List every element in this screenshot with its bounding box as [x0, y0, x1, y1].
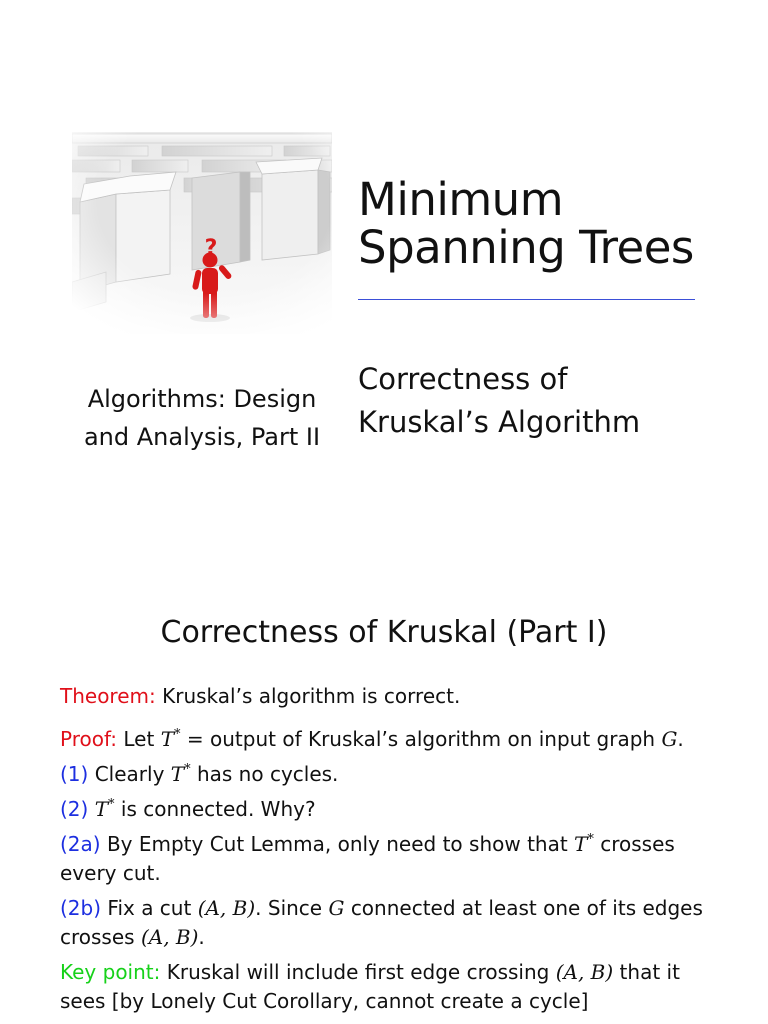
key-point-label: Key point: — [60, 960, 161, 984]
proof-text: = output of Kruskal’s algorithm on input graph — [186, 727, 656, 751]
cut-symbol: (A, B) — [555, 960, 614, 984]
step-2b-post: connected at least one of its edges — [350, 896, 703, 920]
theorem-line — [60, 682, 720, 711]
step-2a-line — [60, 830, 720, 859]
step-2a-block — [60, 830, 720, 888]
step-1-text: has no cycles. — [196, 762, 339, 786]
step-2-label: (2) — [60, 797, 89, 821]
step-2a-post: crosses — [600, 832, 675, 856]
course-line: and Analysis, Part II — [83, 423, 321, 451]
step-2a-label: (2a) — [60, 832, 101, 856]
proof-label: Proof: — [60, 727, 118, 751]
step-2b-line-2: crosses (A, B). — [60, 925, 205, 949]
step-2b-line: (2b) Fix a cut (A, B). Since G connected at least one of its edges — [60, 896, 703, 920]
subtitle-line: Correctness of — [358, 362, 568, 396]
slide-subtitle — [358, 358, 738, 444]
graph-symbol: G — [328, 896, 345, 920]
step-1-pre: Clearly — [94, 762, 165, 786]
cut-symbol: (A, B) — [197, 896, 256, 920]
step-1-label: (1) — [60, 762, 89, 786]
graph-symbol: G — [661, 727, 678, 751]
key-point-block — [60, 958, 720, 1016]
course-line: Algorithms: Design — [87, 385, 317, 413]
step-2b-label: (2b) — [60, 896, 102, 920]
content-slide — [0, 540, 768, 1024]
step-1-line — [60, 760, 720, 789]
key-point-pre: Kruskal will include first edge crossing — [166, 960, 550, 984]
slide-body — [60, 682, 720, 1016]
tree-symbol: T* — [574, 832, 594, 856]
title-line: Minimum — [358, 173, 564, 226]
key-point-post: that it — [619, 960, 680, 984]
cut-symbol: (A, B) — [140, 925, 199, 949]
key-point-line-2: sees [by Lonely Cut Corollary, cannot create a cycle] — [60, 989, 589, 1013]
subtitle-line: Kruskal’s Algorithm — [358, 405, 641, 439]
proof-line: Proof: Let T* = output of Kruskal’s algorithm on input graph G. — [60, 727, 684, 751]
maze-image — [72, 132, 332, 334]
step-2-text: is connected. Why? — [120, 797, 316, 821]
tree-symbol: T* — [94, 797, 115, 821]
title-line: Spanning Trees — [358, 221, 694, 274]
theorem-text: Kruskal’s algorithm is correct. — [162, 684, 461, 708]
tree-symbol: T* — [170, 762, 191, 786]
step-2a-line-2: every cut. — [60, 861, 161, 885]
course-name — [60, 380, 344, 456]
proof-pre: Let — [123, 727, 155, 751]
theorem-label: Theorem: — [60, 684, 156, 708]
step-2a-pre: By Empty Cut Lemma, only need to show that — [106, 832, 568, 856]
step-2b-block — [60, 894, 720, 952]
slide-title — [358, 173, 738, 274]
step-2b-pre: Fix a cut — [107, 896, 192, 920]
step-2-line — [60, 795, 720, 824]
key-point-line — [60, 958, 720, 987]
title-divider — [358, 299, 695, 300]
slide-heading: Correctness of Kruskal (Part I) — [160, 615, 608, 650]
tree-symbol: T* — [160, 727, 181, 751]
